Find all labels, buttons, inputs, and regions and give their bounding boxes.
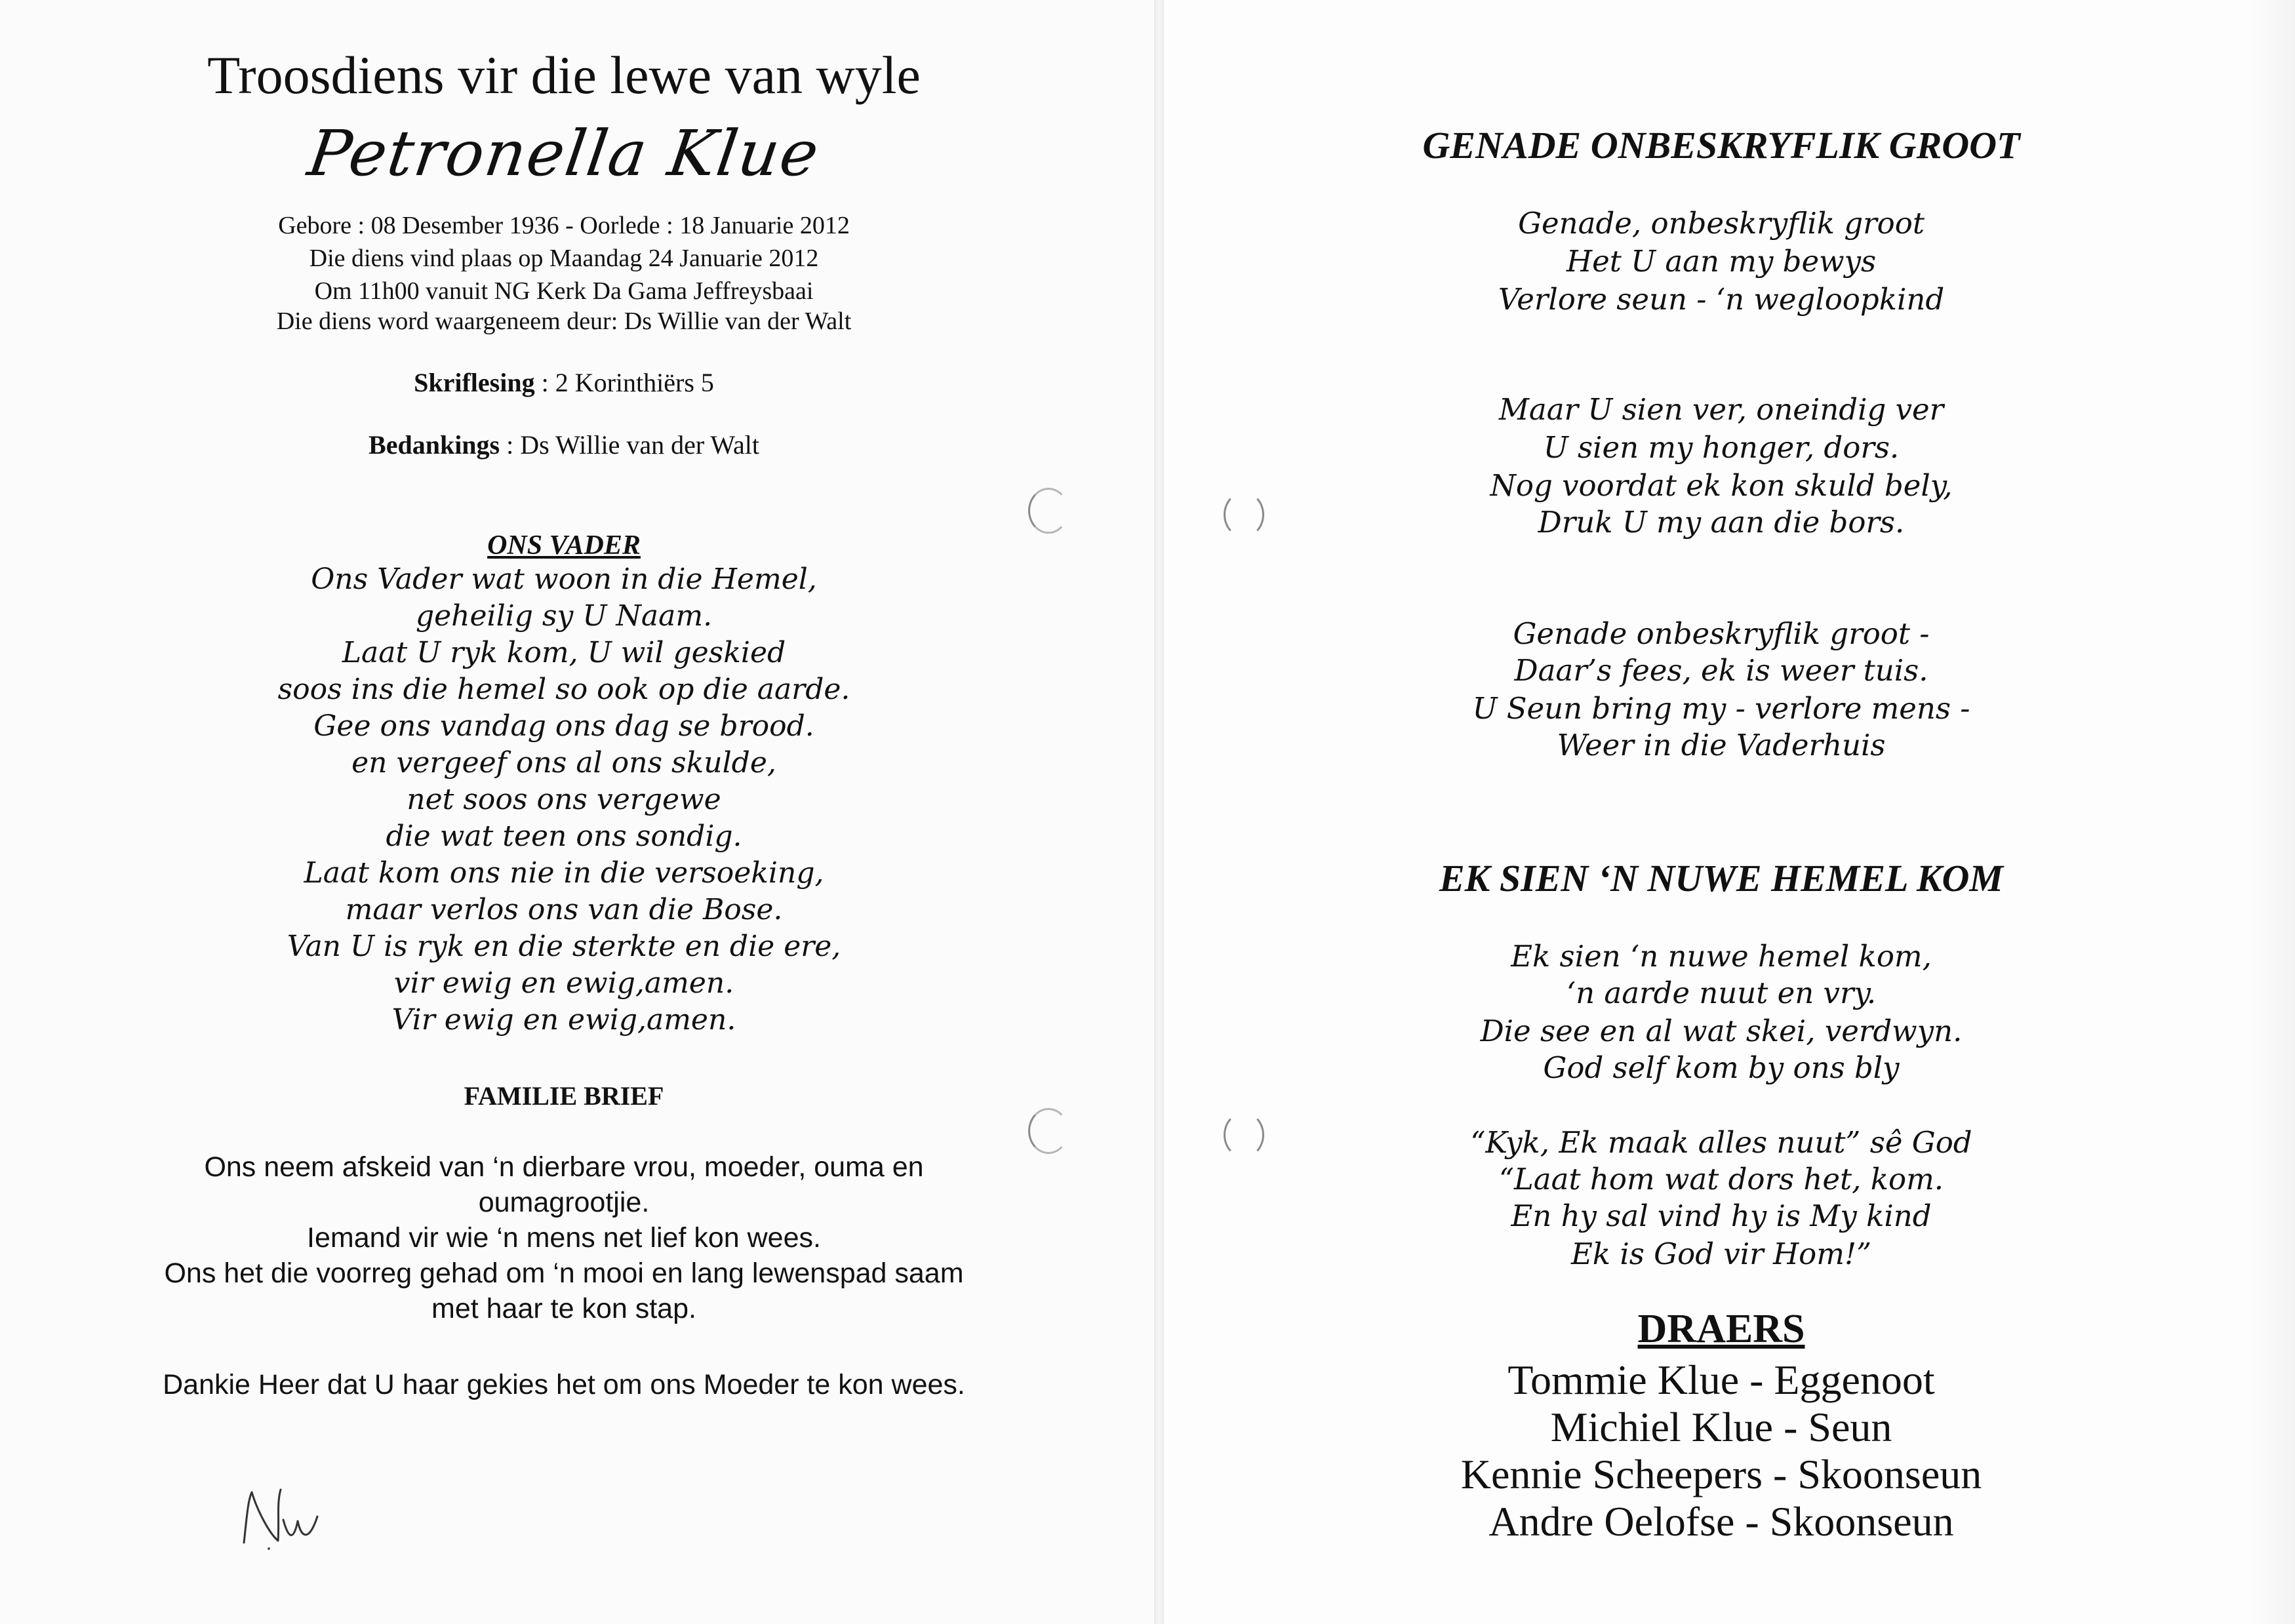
family-letter-line: met haar te kon stap. [431,1293,696,1324]
prayer-line: en vergeef ons al ons skulde, [351,746,776,780]
hymn-line: Nog voordat ek kon skuld bely, [1490,468,1953,503]
pallbearer-name: Kennie Scheepers - Skoonseun [1460,1451,1982,1497]
prayer-line: Laat U ryk kom, U wil geskied [342,636,786,669]
family-letter-line: Dankie Heer dat U haar gekies het om ons Moeder te kon wees. [163,1369,965,1400]
family-letter-title: FAMILIE BRIEF [464,1081,664,1111]
punch-hole-icon [1028,488,1069,534]
hymn-line: Genade onbeskryflik groot - [1513,616,1930,651]
hymn-line: “Laat hom wat dors het, kom. [1498,1162,1944,1197]
prayer-line: geheilig sy U Naam. [415,599,713,633]
hymn-line: U Seun bring my - verlore mens - [1472,691,1970,726]
hymn-line: Druk U my aan die bors. [1538,505,1905,540]
pallbearer-name: Andre Oelofse - Skoonseun [1488,1498,1954,1545]
hymn-line: Het U aan my bewys [1566,244,1877,279]
hymn-line: “Kyk, Ek maak alles nuut” sê God [1470,1125,1972,1160]
thanks-line [0,429,1128,460]
info-line-officiant: Die diens word waargeneem deur: Ds Willie van der Walt [276,307,852,335]
thanks-value: : Ds Willie van der Walt [500,430,759,460]
hymn-line: Daar’s fees, ek is weer tuis. [1514,653,1928,688]
scripture-reading [0,367,1128,398]
handwritten-initials [237,1480,336,1553]
hymn-line: God self kom by ons bly [1543,1050,1900,1085]
punch-hole-icon [1028,1108,1069,1154]
hymn-line: En hy sal vind hy is My kind [1511,1198,1932,1233]
pallbearers-title: DRAERS [1637,1307,1805,1351]
family-letter-line: Ons neem afskeid van ‘n dierbare vrou, moeder, ouma en [204,1151,924,1183]
prayer-line: Vir ewig en ewig,amen. [391,1003,736,1037]
hymn-line: Maar U sien ver, oneindig ver [1498,392,1944,427]
prayer-line: Laat kom ons nie in die versoeking, [304,856,824,890]
pallbearer-name: Michiel Klue - Seun [1550,1404,1892,1450]
hymn-line: U sien my honger, dors. [1543,430,1900,465]
thanks-label: Bedankings [369,430,500,460]
hymn-line: Weer in die Vaderhuis [1557,728,1886,762]
info-line-date: Die diens vind plaas op Maandag 24 Januarie 2012 [309,245,819,272]
hymn-line: Ek sien ‘n nuwe hemel kom, [1511,939,1932,974]
deceased-name: Petronella Klue [304,117,824,190]
hymn-title: GENADE ONBESKRYFLIK GROOT [1422,124,2020,167]
page-fold [1154,0,1164,1624]
hymn-line: Verlore seun - ‘n wegloopkind [1498,282,1945,317]
prayer-line: Gee ons vandag ons dag se brood. [313,709,814,743]
hymn-line: Ek is God vir Hom!” [1570,1237,1872,1271]
info-line-venue: Om 11h00 vanuit NG Kerk Da Gama Jeffreysbaai [314,277,814,305]
prayer-line: net soos ons vergewe [407,783,721,816]
pallbearer-name: Tommie Klue - Eggenoot [1507,1357,1935,1403]
prayer-line: Ons Vader wat woon in die Hemel, [311,563,817,596]
family-letter-line: Iemand vir wie ‘n mens net lief kon wees. [307,1222,821,1254]
scripture-value: : 2 Korinthiërs 5 [534,368,714,397]
hymn-title: EK SIEN ‘N NUWE HEMEL KOM [1439,857,2003,900]
scripture-label: Skriflesing [414,368,535,397]
prayer-line: die wat teen ons sondig. [386,820,742,853]
hymn-line: Die see en al wat skei, verdwyn. [1480,1014,1963,1048]
family-letter-line: oumagrootjie. [478,1187,650,1218]
prayer-line: Van U is ryk en die sterkte en die ere, [287,930,841,963]
prayer-line: maar verlos ons van die Bose. [345,893,783,926]
prayer-line: vir ewig en ewig,amen. [393,966,734,1000]
prayer-title: ONS VADER [487,530,641,561]
prayer-line: soos ins die hemel so ook op die aarde. [277,673,850,706]
hymn-line: ‘n aarde nuut en vry. [1566,976,1877,1010]
page-title: Troosdiens vir die lewe van wyle [207,45,921,105]
family-letter-line: Ons het die voorreg gehad om ‘n mooi en lang lewenspad saam [164,1258,964,1289]
hymn-line: Genade, onbeskryflik groot [1518,206,1925,241]
info-line-born: Gebore : 08 Desember 1936 - Oorlede : 18 Januarie 2012 [278,212,850,239]
